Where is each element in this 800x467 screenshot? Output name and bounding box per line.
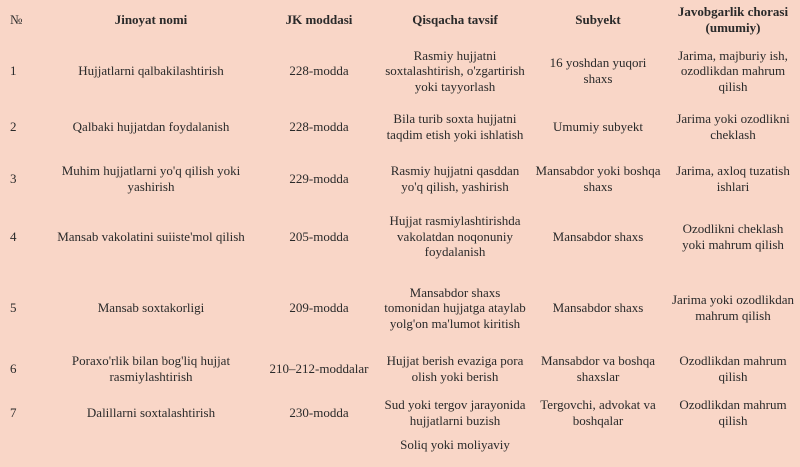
cell-penalty: Ozodlikdan mahrum qilish	[679, 397, 787, 428]
cell-article: 229-modda	[289, 170, 349, 186]
cell-number: 1	[10, 63, 17, 79]
cell-description: Hujjat rasmiylashtirishda vakolatdan noqonuniy foydalanish	[389, 213, 521, 260]
table-row	[0, 152, 800, 205]
table-row	[0, 437, 800, 467]
header-penalty: Javobgarlik chorasi (umumiy)	[677, 4, 789, 35]
cell-number: 2	[10, 119, 17, 135]
cell-crime-name: Qalbaki hujjatdan foydalanish	[72, 119, 230, 135]
header-number: №	[10, 12, 23, 28]
cell-article	[258, 437, 380, 467]
cell-article: 210–212-moddalar	[269, 360, 369, 376]
cell-penalty: Jarima, axloq tuzatish ishlari	[676, 162, 790, 194]
cell-number: 3	[10, 170, 17, 186]
cell-subject	[530, 437, 666, 467]
cell-crime-name: Hujjatlarni qalbakilashtirish	[78, 63, 224, 79]
cell-crime-name: Dalillarni soxtalashtirish	[86, 405, 216, 421]
cell-crime-name: Muhim hujjatlarni yo'q qilish yoki yashirish	[61, 162, 241, 194]
table-row	[0, 389, 800, 437]
cell-number: 6	[10, 360, 17, 376]
cell-subject: Mansabdor va boshqa shaxslar	[540, 352, 656, 384]
cell-subject: Mansabdor shaxs	[552, 228, 644, 244]
table-row	[0, 40, 800, 102]
cell-crime-name: Poraxo'rlik bilan bog'liq hujjat rasmiylashtirish	[71, 352, 231, 384]
cell-article: 230-modda	[289, 405, 349, 421]
cell-description: Bila turib soxta hujjatni taqdim etish yoki ishlatish	[386, 111, 524, 142]
cell-description: Sud yoki tergov jarayonida hujjatlarni buzish	[384, 397, 526, 428]
cell-description: Hujjat berish evaziga pora olish yoki berish	[386, 352, 524, 384]
cell-number	[0, 437, 44, 467]
cell-crime-name: Mansab soxtakorligi	[97, 300, 205, 316]
cell-penalty	[666, 437, 800, 467]
cell-article: 209-modda	[289, 300, 349, 316]
table-row	[0, 348, 800, 389]
cell-penalty: Jarima, majburiy ish, ozodlikdan mahrum qilish	[678, 47, 788, 94]
cell-subject: Tergovchi, advokat va boshqalar	[540, 397, 656, 428]
cell-number: 7	[10, 405, 17, 421]
header-subject: Subyekt	[575, 12, 621, 28]
cell-penalty: Ozodlikni cheklash yoki mahrum qilish	[682, 220, 784, 252]
header-crime-name: Jinoyat nomi	[114, 12, 188, 28]
cell-crime-name	[44, 437, 258, 467]
cell-article: 228-modda	[289, 63, 349, 79]
cell-penalty: Jarima yoki ozodlikdan mahrum qilish	[671, 292, 795, 323]
cell-subject: Mansabdor shaxs	[552, 300, 644, 316]
cell-number: 4	[10, 228, 17, 244]
table-row	[0, 205, 800, 268]
header-article: JK moddasi	[285, 12, 353, 28]
table-row	[0, 102, 800, 152]
cell-description: Rasmiy hujjatni qasddan yo'q qilish, yashirish	[390, 162, 520, 194]
cell-article: 228-modda	[289, 119, 349, 135]
cell-crime-name: Mansab vakolatini suiiste'mol qilish	[57, 228, 245, 244]
cell-description: Mansabdor shaxs tomonidan hujjatga ataylab yolg'on ma'lumot kiritish	[384, 284, 526, 331]
cell-subject: Mansabdor yoki boshqa shaxs	[535, 162, 661, 194]
cell-article: 205-modda	[289, 228, 349, 244]
cell-description: Soliq yoki moliyaviy	[400, 437, 510, 452]
cell-subject: 16 yoshdan yuqori shaxs	[549, 55, 647, 86]
table-row	[0, 268, 800, 348]
cell-penalty: Ozodlikdan mahrum qilish	[679, 352, 787, 384]
header-description: Qisqacha tavsif	[412, 12, 498, 28]
cell-penalty: Jarima yoki ozodlikni cheklash	[676, 111, 790, 142]
cell-description: Rasmiy hujjatni soxtalashtirish, o'zgartirish yoki tayyorlash	[385, 47, 525, 94]
cell-number: 5	[10, 300, 17, 316]
header-row	[0, 0, 800, 40]
cell-subject: Umumiy subyekt	[553, 119, 643, 135]
